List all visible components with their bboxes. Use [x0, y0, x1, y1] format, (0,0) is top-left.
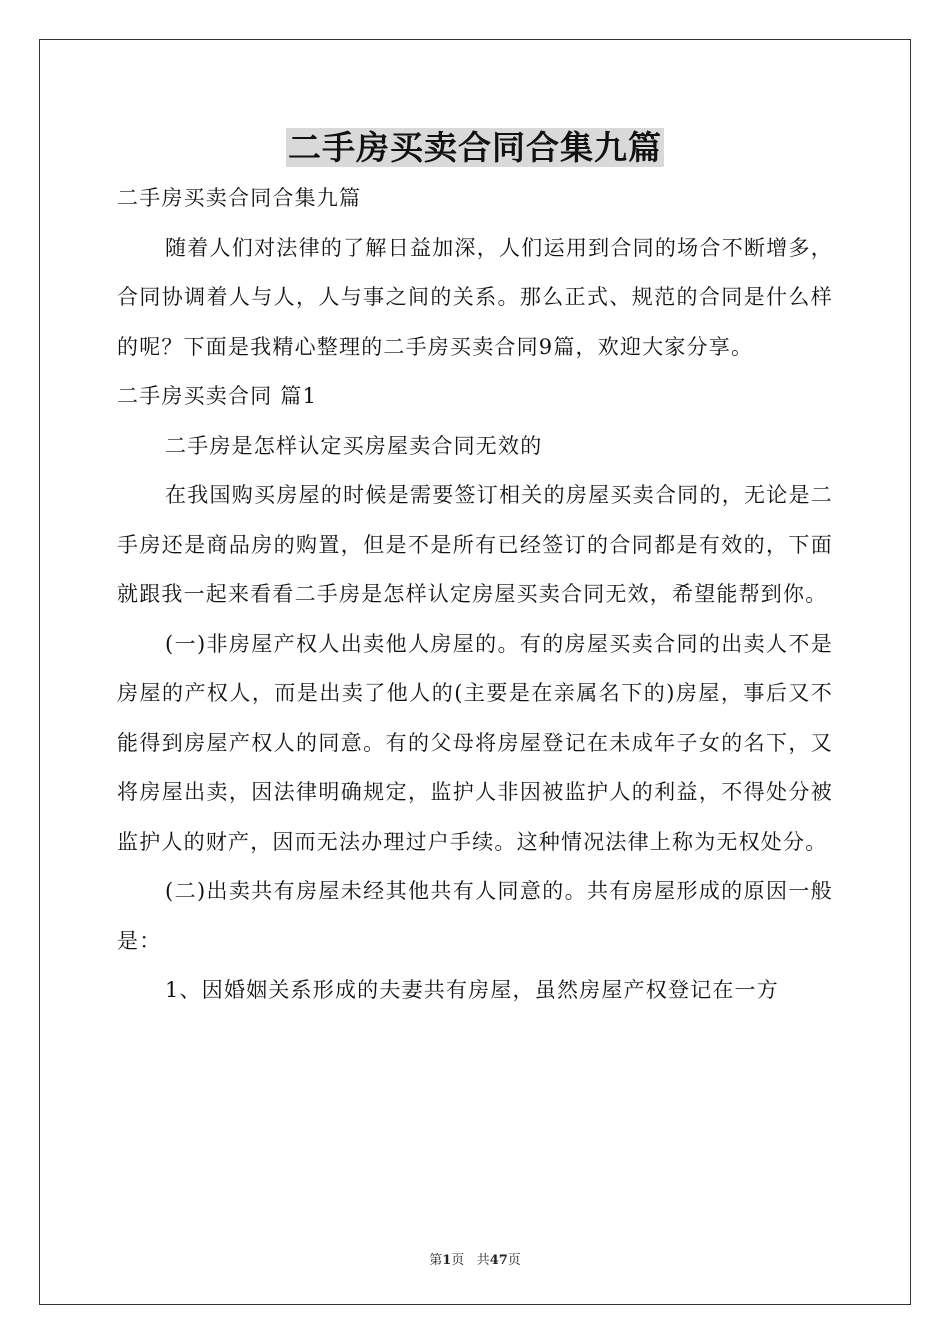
section-heading: 二手房买卖合同 篇1: [117, 384, 318, 408]
page-prefix: 第: [429, 1253, 443, 1268]
section-subheading: 二手房是怎样认定买房屋卖合同无效的: [165, 433, 543, 458]
body-paragraph: 1、因婚姻关系形成的夫妻共有房屋，虽然房屋产权登记在一方: [165, 978, 779, 1002]
total-prefix: 共: [476, 1253, 490, 1268]
page-footer: [0, 1249, 950, 1268]
document-title: [0, 126, 950, 170]
total-suffix: 页: [507, 1253, 521, 1268]
body-paragraph: (一)非房屋产权人出卖他人房屋的。有的房屋买卖合同的出卖人不是房屋的产权人，而是出卖了他人的(主要是在亲属名下的)房屋，事后又不能得到房屋产权人的同意。有的父母将房屋登记在未成年子女的名下，又将房屋出卖，因法律明确规定，监护人非因被监护人的利益，不得处分被监护人的财产，因而无法办理过户手续。这种情况法律上称为无权处分。: [117, 631, 833, 854]
body-paragraph: 在我国购买房屋的时候是需要签订相关的房屋买卖合同的，无论是二手房还是商品房的购置，但是不是所有已经签订的合同都是有效的，下面就跟我一起来看看二手房是怎样认定房屋买卖合同无效，希望能帮到你。: [117, 483, 833, 606]
body-paragraph: (二)出卖共有房屋未经其他共有人同意的。共有房屋形成的原因一般是：: [117, 879, 833, 953]
intro-paragraph: 随着人们对法律的了解日益加深，人们运用到合同的场合不断增多，合同协调着人与人，人与事之间的关系。那么正式、规范的合同是什么样的呢？下面是我精心整理的二手房买卖合同9篇，欢迎大家分享。: [117, 235, 833, 359]
page-number: 1: [442, 1253, 452, 1268]
page-suffix: 页: [451, 1253, 465, 1268]
document-body: [117, 174, 833, 1016]
total-pages: 47: [489, 1253, 508, 1268]
document-subtitle: 二手房买卖合同合集九篇: [117, 186, 362, 210]
document-title-text: 二手房买卖合同合集九篇: [288, 128, 662, 167]
